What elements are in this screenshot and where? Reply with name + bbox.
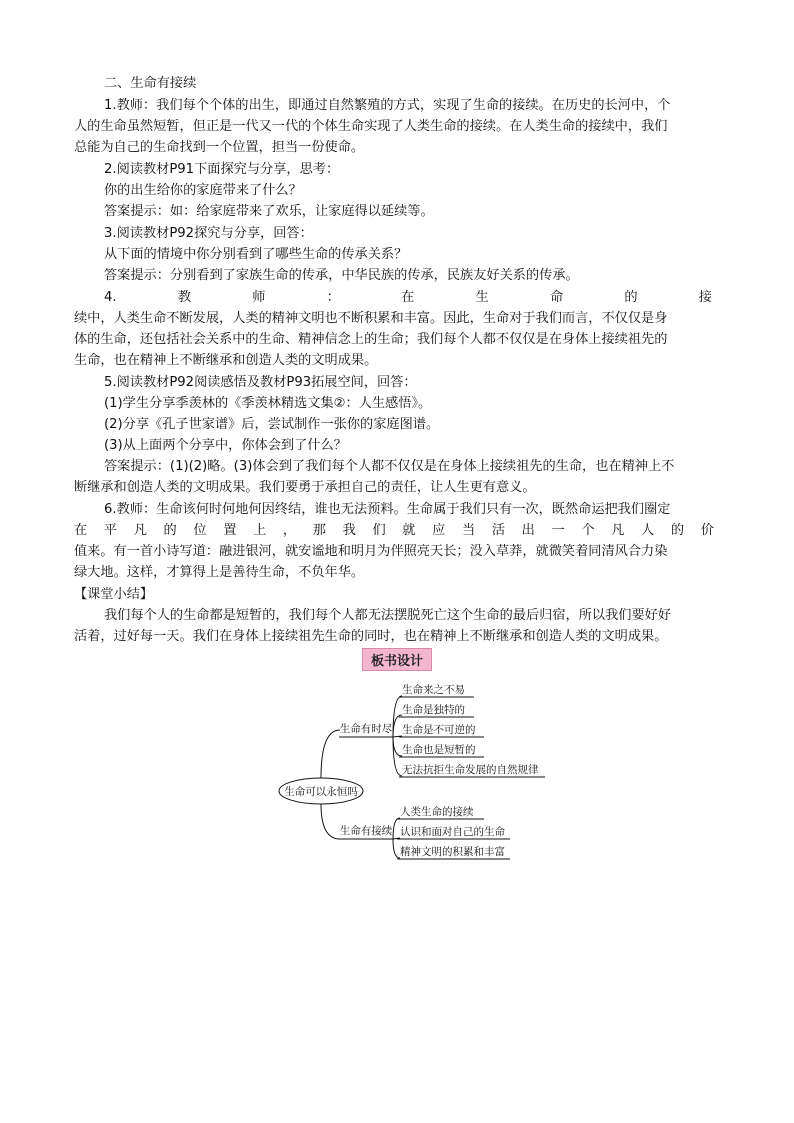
mindmap-connector	[393, 818, 400, 839]
mindmap-leaf: 精神文明的积累和丰富	[400, 846, 505, 858]
board-title-wrap	[0, 648, 794, 671]
mindmap-root-label: 生命可以永恒吗	[284, 786, 358, 798]
paragraph-5-line: 5.阅读教材P92阅读感悟及教材P93拓展空间，回答：	[104, 375, 417, 390]
text-token: ，	[282, 523, 297, 538]
text-token: 应	[432, 523, 446, 538]
text-token: 接	[698, 290, 712, 305]
paragraph-2-line: 2.阅读教材P91下面探究与分享，思考：	[104, 162, 340, 177]
mindmap-connector	[393, 737, 402, 756]
text-token: 那	[312, 523, 326, 538]
text-token: 的	[670, 523, 685, 538]
text-token: 凡	[133, 523, 147, 538]
board-title-badge: 板书设计	[362, 648, 432, 671]
mindmap-leaf: 生命也是短暂的	[402, 744, 476, 756]
mindmap-leaf: 认识和面对自己的生命	[400, 826, 505, 838]
mindmap-connector	[321, 730, 340, 778]
text-token: 人	[641, 523, 655, 538]
text-token: 一	[551, 523, 565, 538]
text-token: 平	[103, 523, 118, 538]
text-token: 上	[253, 523, 267, 538]
mindmap-branch-a-label: 生命有时尽	[339, 723, 393, 735]
mindmap-connector	[321, 804, 340, 839]
mindmap-leaf: 生命来之不易	[402, 684, 465, 696]
text-token: 置	[223, 523, 237, 538]
paragraph-1-line: 1.教师：我们每个个体的出生，即通过自然繁殖的方式，实现了生命的接续。在历史的长河中，个	[104, 98, 671, 113]
paragraph-6-line: 绿大地。这样，才算得上是善待生命，不负年华。	[74, 565, 365, 580]
summary-heading: 【课堂小结】	[74, 587, 154, 602]
board-mindmap	[0, 670, 794, 890]
paragraph-5-line: (2)分享《孔子世家谱》后，尝试制作一张你的家庭图谱。	[104, 417, 440, 432]
text-token: 出	[521, 523, 535, 538]
text-token: 教	[177, 290, 192, 305]
text-token: 凡	[611, 523, 625, 538]
mindmap-leaf: 生命是不可逆的	[402, 724, 476, 736]
paragraph-3-line: 答案提示：分别看到了家族生命的传承，中华民族的传承，民族友好关系的传承。	[104, 268, 579, 283]
paragraph-2-line: 答案提示：如：给家庭带来了欢乐，让家庭得以延续等。	[104, 204, 434, 219]
mindmap-connector	[393, 715, 402, 737]
mindmap-leaf: 生命是独特的	[402, 704, 465, 716]
mindmap-connector	[393, 839, 400, 858]
paragraph-6-line: 6.教师：生命该何时何地何因终结，谁也无法预料。生命属于我们只有一次，既然命运把我们圈定	[104, 502, 671, 517]
paragraph-1-line: 人的生命虽然短暂，但正是一代又一代的个体生命实现了人类生命的接续。在人类生命的接续中，我们	[74, 119, 668, 134]
paragraph-3-line: 3.阅读教材P92探究与分享，回答：	[104, 226, 313, 241]
text-token: 位	[193, 523, 207, 538]
text-token: 我	[342, 523, 356, 538]
text-token: 的	[163, 523, 177, 538]
text-token: ：	[326, 290, 340, 305]
text-token: 命	[549, 290, 564, 305]
paragraph-4-line: 体的生命，还包括社会关系中的生命、精神信念上的生命；我们每个人都不仅仅是在身体上接续祖先的	[74, 332, 668, 347]
text-token: 生	[475, 290, 489, 305]
summary-line: 活着，过好每一天。我们在身体上接续祖先生命的同时，也在精神上不断继承和创造人类的文明成果。	[74, 629, 668, 644]
summary-line: 我们每个人的生命都是短暂的，我们每个人都无法摆脱死亡这个生命的最后归宿，所以我们要好好	[104, 608, 672, 623]
mindmap-leaf: 人类生命的接续	[400, 806, 474, 818]
text-token: 活	[491, 523, 505, 538]
paragraph-5-line: (1)学生分享季羡林的《季羡林精选文集②：人生感悟》。	[104, 396, 432, 411]
text-token: 个	[581, 523, 595, 538]
text-token: 们	[372, 523, 386, 538]
text-token: 4.	[104, 290, 117, 305]
text-token: 当	[461, 523, 476, 538]
mindmap-branch-b-label: 生命有接续	[339, 825, 393, 837]
mindmap-leaf: 无法抗拒生命发展的自然规律	[402, 764, 539, 776]
paragraph-1-line: 总能为自己的生命找到一个位置，担当一份使命。	[74, 140, 365, 155]
paragraph-3-line: 从下面的情境中你分别看到了哪些生命的传承关系？	[104, 247, 408, 262]
section-heading: 二、生命有接续	[104, 76, 197, 91]
paragraph-6-justified-line	[74, 521, 714, 541]
paragraph-2-line: 你的出生给你的家庭带来了什么？	[104, 183, 302, 198]
text-token: 就	[402, 523, 416, 538]
text-token: 在	[74, 523, 88, 538]
paragraph-4-line: 续中，人类生命不断发展，人类的精神文明也不断积累和丰富。因此，生命对于我们而言，不仅仅是身	[74, 311, 668, 326]
text-token: 在	[401, 290, 415, 305]
paragraph-5-line: (3)从上面两个分享中，你体会到了什么？	[104, 438, 347, 453]
text-token: 的	[624, 290, 638, 305]
paragraph-5-line: 断继承和创造人类的文明成果。我们要勇于承担自己的责任，让人生更有意义。	[74, 480, 536, 495]
text-token: 师	[252, 290, 266, 305]
text-token: 价	[700, 523, 714, 538]
paragraph-6-line: 值来。有一首小诗写道：融进银河，就安谧地和明月为伴照亮天长；没入草莽，就微笑着同清风合力染	[74, 544, 668, 559]
paragraph-4-line: 生命，也在精神上不断继承和创造人类的文明成果。	[74, 353, 378, 368]
paragraph-4-justified-line	[104, 288, 712, 308]
paragraph-5-line: 答案提示：(1)(2)略。(3)体会到了我们每个人都不仅仅是在身体上接续祖先的生命，也在精神上不	[104, 459, 675, 474]
